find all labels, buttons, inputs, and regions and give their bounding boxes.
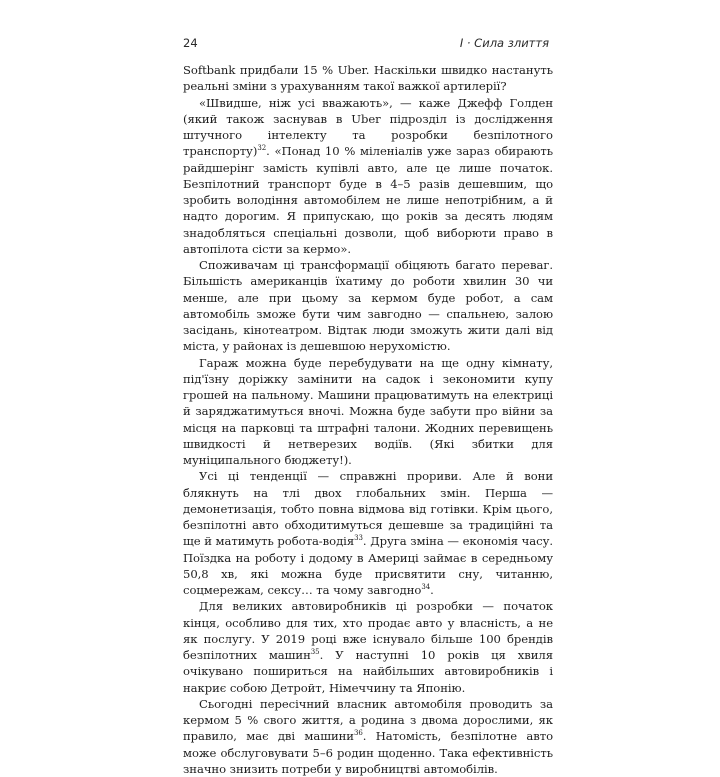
paragraph bbox=[183, 95, 553, 258]
body-text bbox=[183, 62, 553, 777]
footnote-marker[interactable]: 32 bbox=[257, 144, 267, 153]
paragraph bbox=[183, 62, 553, 95]
text-segment: Усі ці тенденції — справжні прориви. Але й вони блякнуть на тлі двох глобальних змін. Перша — демонетизація, тобто повна відмова від готівки. Крім цього, безпілотні авто обходитимуться дешевше за традиційні та ще й матимуть робота-водія bbox=[183, 469, 553, 549]
page-header bbox=[183, 36, 549, 56]
running-head: I · Сила злиття bbox=[459, 36, 549, 50]
paragraph bbox=[183, 355, 553, 469]
text-segment: . Натомість, безпілотне авто може обслуговувати 5–6 родин щоденно. Така ефективність значно знизить потреби у виробництві автомобілів. bbox=[183, 729, 553, 776]
paragraph bbox=[183, 468, 553, 598]
paragraph bbox=[183, 696, 553, 777]
footnote-marker[interactable]: 36 bbox=[353, 729, 363, 738]
footnote-marker[interactable]: 34 bbox=[421, 583, 431, 591]
text-segment: Споживачам ці трансформації обіцяють багато переваг. Більшість американців їхатиму до роботи хвилин 30 чи менше, але при цьому за кермом буде робот, а сам автомобіль зможе бути чим завгодно — спальнею, залою засідань, кінотеатром. Відтак люди зможуть жити далі від міста, у районах із дешевшою нерухомістю. bbox=[183, 258, 553, 354]
text-segment: . «Понад 10 % міленіалів уже зараз обирають райдшерінг замість купівлі авто, але це лише початок. Безпілотний транспорт буде в 4–5 разів дешевшим, що зробить володіння автомобілем не лише непотрібним, а й надто дорогим. Я припускаю, що років за десять людям знадобляться спеціальні дозволи, щоб виборюти право в автопілота сісти за кермо». bbox=[183, 144, 553, 256]
text-segment: Для великих автовиробників ці розробки — початок кінця, особливо для тих, хто продає авто у власність, а не як послугу. У 2019 році вже існувало більше 100 брендів безпілотних машин bbox=[183, 599, 553, 662]
text-segment: . Друга зміна — економія часу. Поїздка на роботу і додому в Америці займає в середньому 50,8 хв, які можна буде присвятити сну, читанню, соцмережам, сексу… та чому завгодно bbox=[183, 534, 553, 597]
text-segment: «Швидше, ніж усі вважають», — каже Джефф Голден (який також заснував в Uber підрозділ із дослідження штучного інтелекту та розробки безпілотного транспорту) bbox=[183, 95, 553, 159]
text-segment: Гараж можна буде перебудувати на ще одну кімнату, під'їзну доріжку замінити на садок і зекономити купу грошей на пальному. Машини працюватимуть на електриці й заряджатимуться вночі. Можна буде забути про війни за місця на парковці та штрафні талони. Жодних перевищень швидкості й нетверезих водіїв. (Які збитки для муніципального бюджету!). bbox=[183, 355, 553, 467]
text-segment: . bbox=[430, 583, 434, 597]
paragraph bbox=[183, 257, 553, 355]
paragraph bbox=[183, 598, 553, 696]
page-number: 24 bbox=[183, 36, 198, 50]
footnote-marker[interactable]: 35 bbox=[310, 648, 320, 656]
footnote-marker[interactable]: 33 bbox=[354, 534, 363, 543]
text-segment: Softbank придбали 15 % Uber. Наскільки швидко настануть реальні зміни з урахуванням такої важкої артилерії? bbox=[183, 63, 553, 94]
text-segment: . У наступні 10 років ця хвиля очікувано пошириться на найбільших автовиробників і накриє собою Детройт, Німеччину та Японію. bbox=[183, 648, 553, 695]
text-segment: Сьогодні пересічний власник автомобіля проводить за кермом 5 % свого життя, а родина з двома дорослими, як правило, має дві машини bbox=[183, 696, 553, 744]
